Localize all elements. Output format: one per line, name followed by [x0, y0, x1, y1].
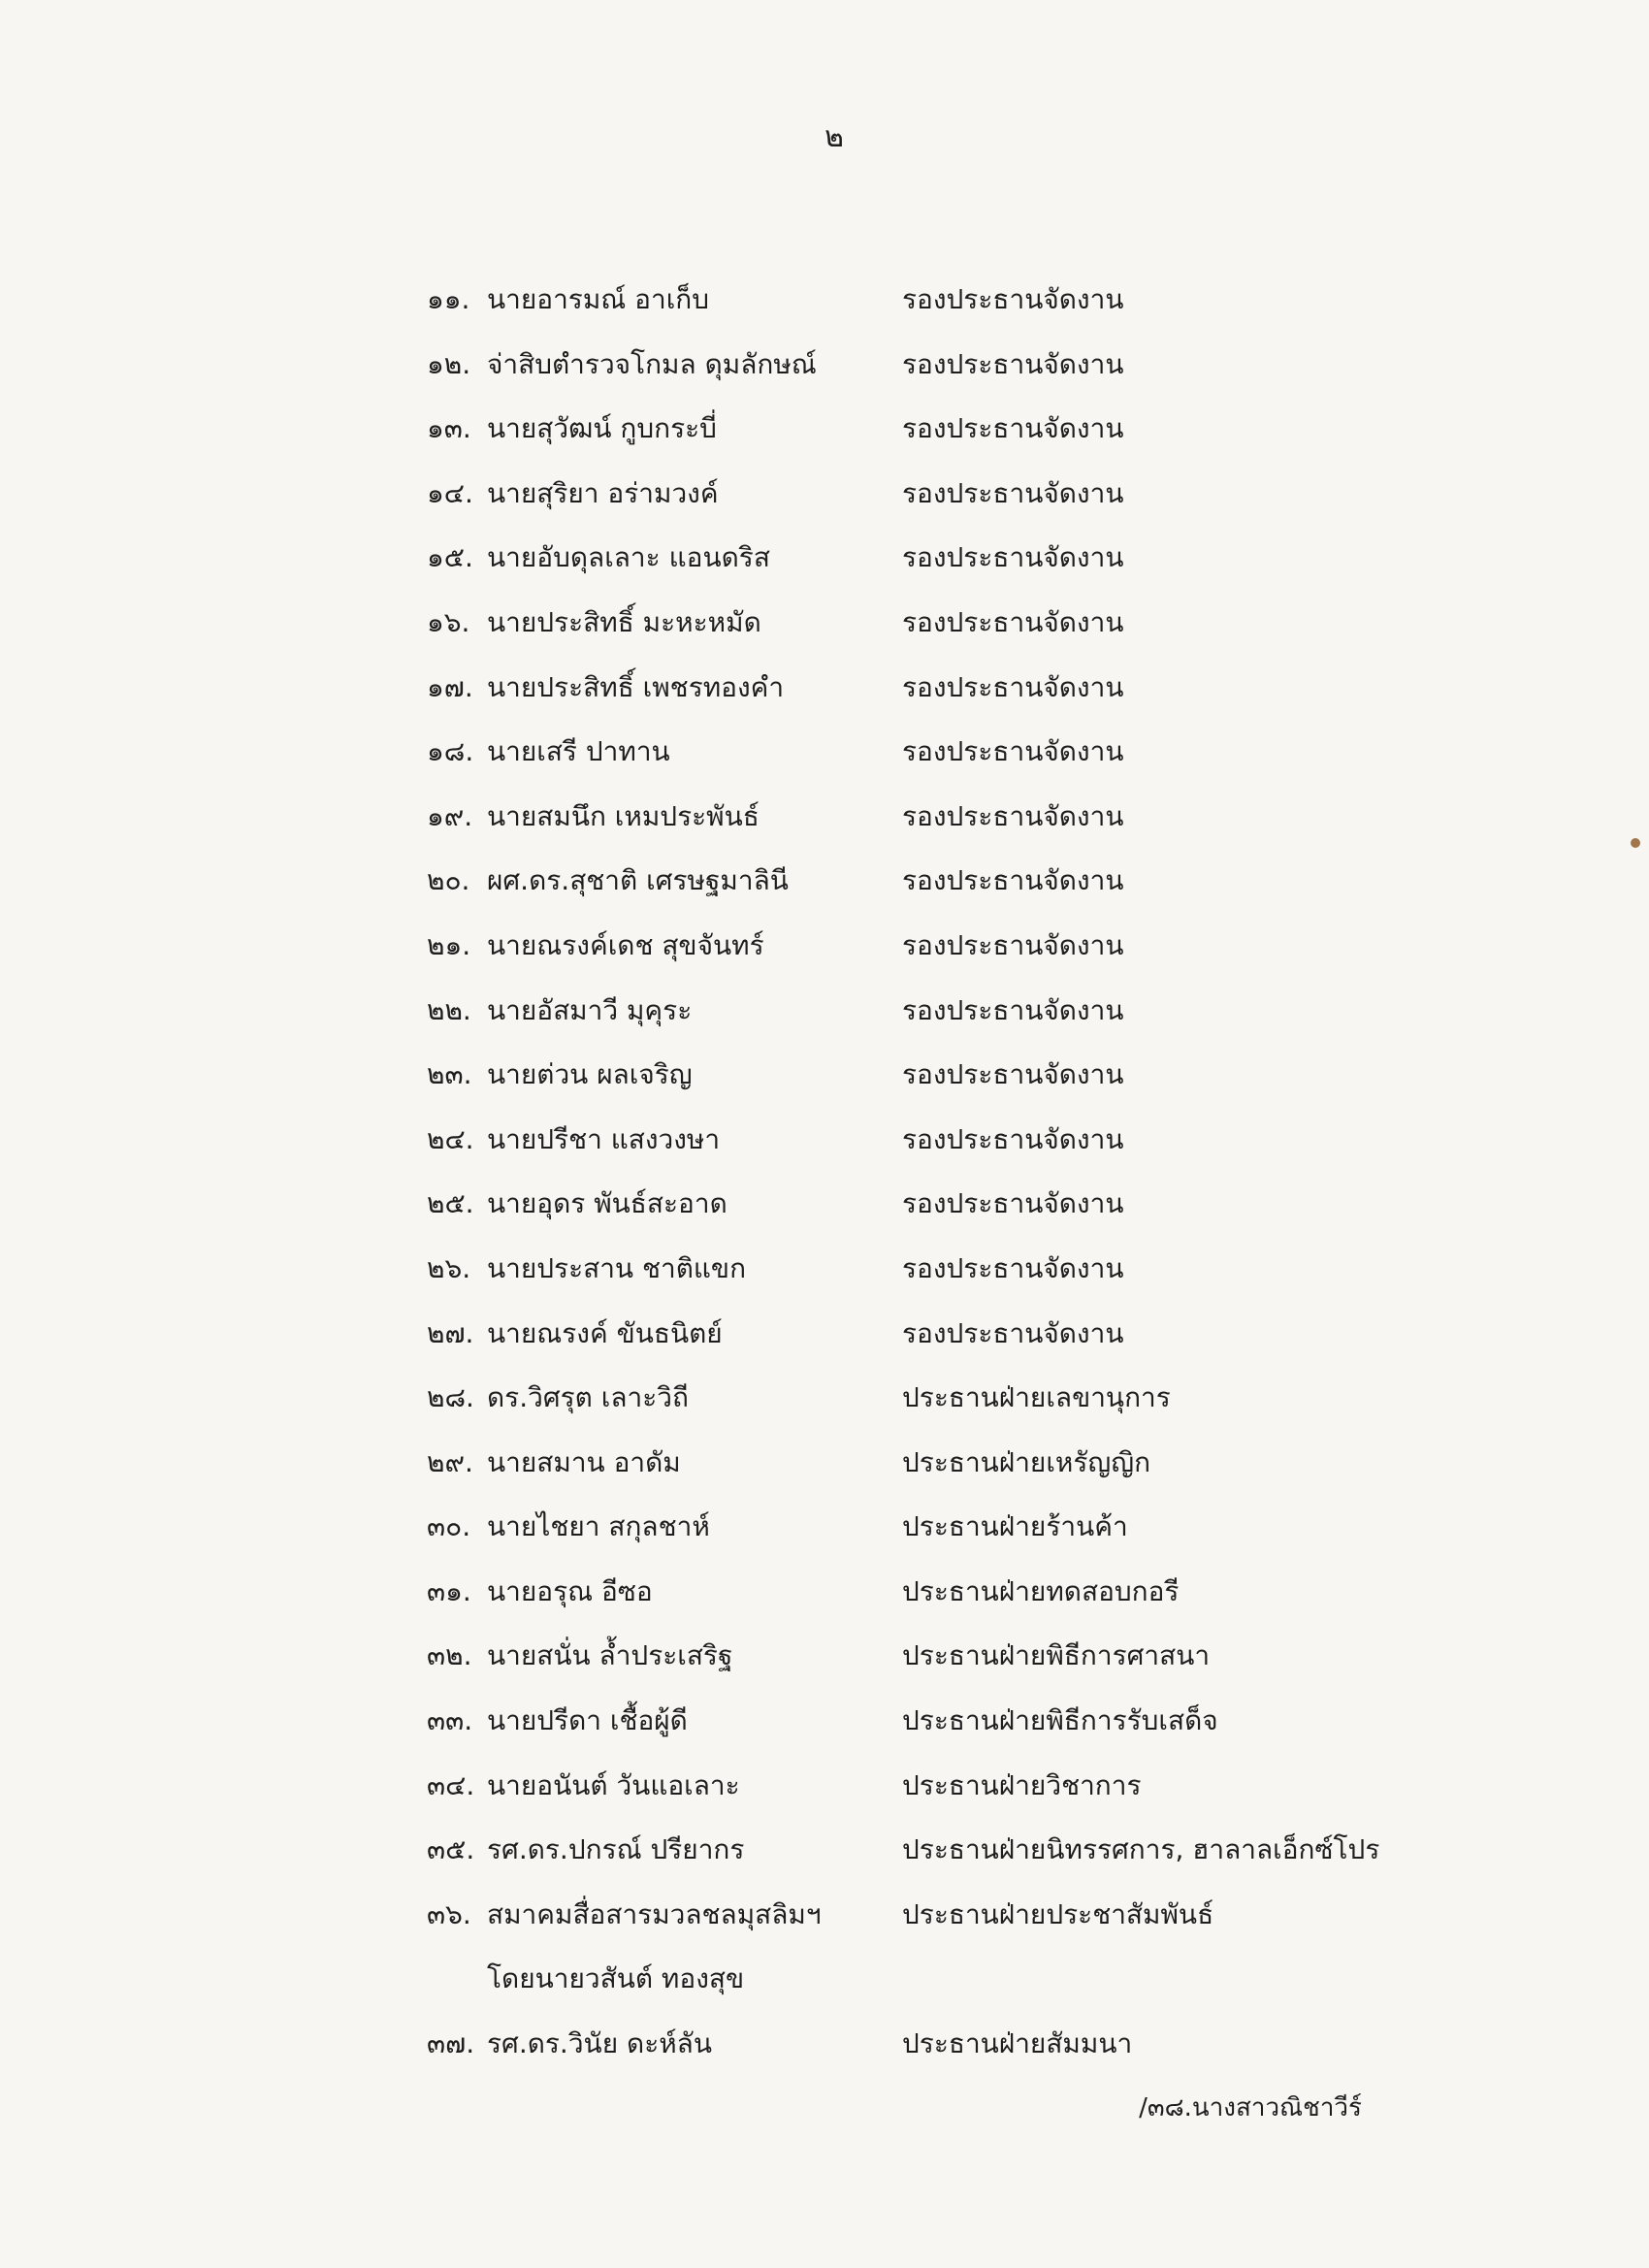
member-role: รองประธานจัดงาน [902, 864, 1124, 897]
member-name: นายณรงค์ ขันธนิตย์ [487, 1316, 723, 1349]
member-name: นายไชยา สกุลชาห์ [487, 1510, 710, 1543]
member-name: นายณรงค์เดช สุขจันทร์ [487, 928, 764, 961]
member-role: ประธานฝ่ายเหรัญญิก [902, 1445, 1151, 1478]
item-number: ๑๙. [427, 799, 473, 832]
list-item [427, 1827, 1397, 1892]
member-name: นายสุวัฒน์ กูบกระบี่ [487, 412, 717, 445]
item-number: ๒๙. [427, 1445, 473, 1478]
list-item [427, 1246, 1397, 1311]
member-name: จ่าสิบตำรวจโกมล ดุมลักษณ์ [487, 347, 817, 380]
member-name: นายอารมณ์ อาเก็บ [487, 283, 710, 315]
item-number: ๓๕. [427, 1833, 475, 1866]
member-name: นายอุดร พันธ์สะอาด [487, 1187, 728, 1220]
member-name: นายประสาน ชาติแขก [487, 1251, 747, 1284]
item-number: ๓๓. [427, 1704, 473, 1737]
member-name: นายอับดุลเลาะ แอนดริส [487, 541, 770, 574]
list-item-continuation [427, 1956, 1397, 2021]
member-name: รศ.ดร.วินัย ดะห์ลัน [487, 2027, 712, 2060]
item-number: ๑๑. [427, 283, 470, 315]
member-role: ประธานฝ่ายทดสอบกอรี [902, 1574, 1180, 1607]
item-number: ๓๖. [427, 1897, 471, 1930]
member-role: รองประธานจัดงาน [902, 1316, 1124, 1349]
member-name: นายสุริยา อร่ามวงค์ [487, 476, 719, 509]
member-name: นายสมนึก เหมประพันธ์ [487, 799, 760, 832]
member-name: สมาคมสื่อสารมวลชลมุสลิมฯ [487, 1897, 822, 1930]
list-item [427, 1569, 1397, 1634]
member-role: รองประธานจัดงาน [902, 1251, 1124, 1284]
list-item [427, 1698, 1397, 1763]
item-number: ๒๓. [427, 1058, 472, 1091]
member-role: รองประธานจัดงาน [902, 347, 1124, 380]
member-name: รศ.ดร.ปกรณ์ ปรียากร [487, 1833, 745, 1866]
member-role: รองประธานจัดงาน [902, 799, 1124, 832]
item-number: ๒๕. [427, 1187, 474, 1220]
list-item [427, 1892, 1397, 1957]
list-item [427, 1117, 1397, 1182]
member-name: นายอนันต์ วันแอเลาะ [487, 1768, 740, 1801]
committee-list [427, 276, 1397, 2086]
page-number: ๒ [824, 120, 844, 154]
list-item [427, 1763, 1397, 1828]
member-name: นายประสิทธิ์ เพชรทองคำ [487, 670, 785, 703]
list-item [427, 794, 1397, 859]
item-number: ๑๒. [427, 347, 471, 380]
item-number: ๑๘. [427, 735, 474, 768]
list-item [427, 664, 1397, 729]
list-item [427, 535, 1397, 599]
list-item [427, 858, 1397, 923]
member-name: นายอรุณ อีซอ [487, 1574, 653, 1607]
list-item [427, 2021, 1397, 2086]
member-role: ประธานฝ่ายนิทรรศการ, ฮาลาลเอ็กซ์โปร [902, 1833, 1380, 1866]
member-role: รองประธานจัดงาน [902, 541, 1124, 574]
member-role: ประธานฝ่ายสัมมนา [902, 2027, 1133, 2060]
member-role: รองประธานจัดงาน [902, 412, 1124, 445]
member-name: นายสนั่น ล้ำประเสริฐ [487, 1639, 733, 1672]
list-item [427, 1504, 1397, 1569]
item-number: ๓๑. [427, 1574, 471, 1607]
member-role: รองประธานจัดงาน [902, 476, 1124, 509]
member-name: นายต่วน ผลเจริญ [487, 1058, 693, 1091]
paper-speck [1631, 838, 1640, 848]
list-item [427, 988, 1397, 1053]
member-role: ประธานฝ่ายวิชาการ [902, 1768, 1142, 1801]
item-number: ๑๕. [427, 541, 473, 574]
member-role: ประธานฝ่ายพิธีการรับเสด็จ [902, 1704, 1218, 1737]
item-number: ๒๑. [427, 928, 471, 961]
list-item [427, 276, 1397, 341]
list-item [427, 1440, 1397, 1505]
item-number: ๒๗. [427, 1316, 474, 1349]
list-item [427, 923, 1397, 988]
list-item [427, 1311, 1397, 1376]
member-name: นายปรีดา เชื้อผู้ดี [487, 1704, 688, 1737]
item-number: ๑๗. [427, 670, 473, 703]
item-number: ๒๘. [427, 1381, 474, 1414]
member-role: รองประธานจัดงาน [902, 1122, 1124, 1155]
item-number: ๒๖. [427, 1251, 471, 1284]
list-item [427, 1633, 1397, 1698]
member-name: นายอัสมาวี มุคุระ [487, 993, 693, 1026]
item-number: ๑๖. [427, 605, 470, 638]
list-item [427, 1375, 1397, 1440]
list-item [427, 405, 1397, 470]
list-item [427, 1052, 1397, 1117]
member-name: ดร.วิศรุต เลาะวิถี [487, 1381, 689, 1414]
item-number: ๒๐. [427, 864, 470, 897]
member-role: รองประธานจัดงาน [902, 670, 1124, 703]
item-number: ๓๔. [427, 1768, 475, 1801]
list-item [427, 1181, 1397, 1246]
member-name: นายเสรี ปาทาน [487, 735, 670, 768]
member-role: รองประธานจัดงาน [902, 735, 1124, 768]
list-item [427, 341, 1397, 406]
member-role: รองประธานจัดงาน [902, 1187, 1124, 1220]
member-role: รองประธานจัดงาน [902, 1058, 1124, 1091]
item-number: ๓๗. [427, 2027, 475, 2060]
member-name-continued: โดยนายวสันต์ ทองสุข [487, 1962, 745, 1995]
member-role: ประธานฝ่ายพิธีการศาสนา [902, 1639, 1211, 1672]
member-role: รองประธานจัดงาน [902, 928, 1124, 961]
member-name: ผศ.ดร.สุชาติ เศรษฐมาลินี [487, 864, 789, 897]
item-number: ๒๒. [427, 993, 471, 1026]
list-item [427, 470, 1397, 535]
item-number: ๒๔. [427, 1122, 474, 1155]
member-role: ประธานฝ่ายเลขานุการ [902, 1381, 1171, 1414]
item-number: ๑๔. [427, 476, 473, 509]
continuation-reference: /๓๘.นางสาวณิชาวีร์ [1139, 2093, 1362, 2122]
member-role: รองประธานจัดงาน [902, 605, 1124, 638]
list-item [427, 599, 1397, 664]
member-role: รองประธานจัดงาน [902, 283, 1124, 315]
item-number: ๑๓. [427, 412, 471, 445]
member-role: รองประธานจัดงาน [902, 993, 1124, 1026]
member-role: ประธานฝ่ายร้านค้า [902, 1510, 1128, 1543]
list-item [427, 729, 1397, 794]
item-number: ๓๒. [427, 1639, 472, 1672]
member-name: นายปรีชา แสงวงษา [487, 1122, 721, 1155]
member-role: ประธานฝ่ายประชาสัมพันธ์ [902, 1897, 1214, 1930]
member-name: นายสมาน อาดัม [487, 1445, 681, 1478]
item-number: ๓๐. [427, 1510, 471, 1543]
member-name: นายประสิทธิ์ มะหะหมัด [487, 605, 761, 638]
